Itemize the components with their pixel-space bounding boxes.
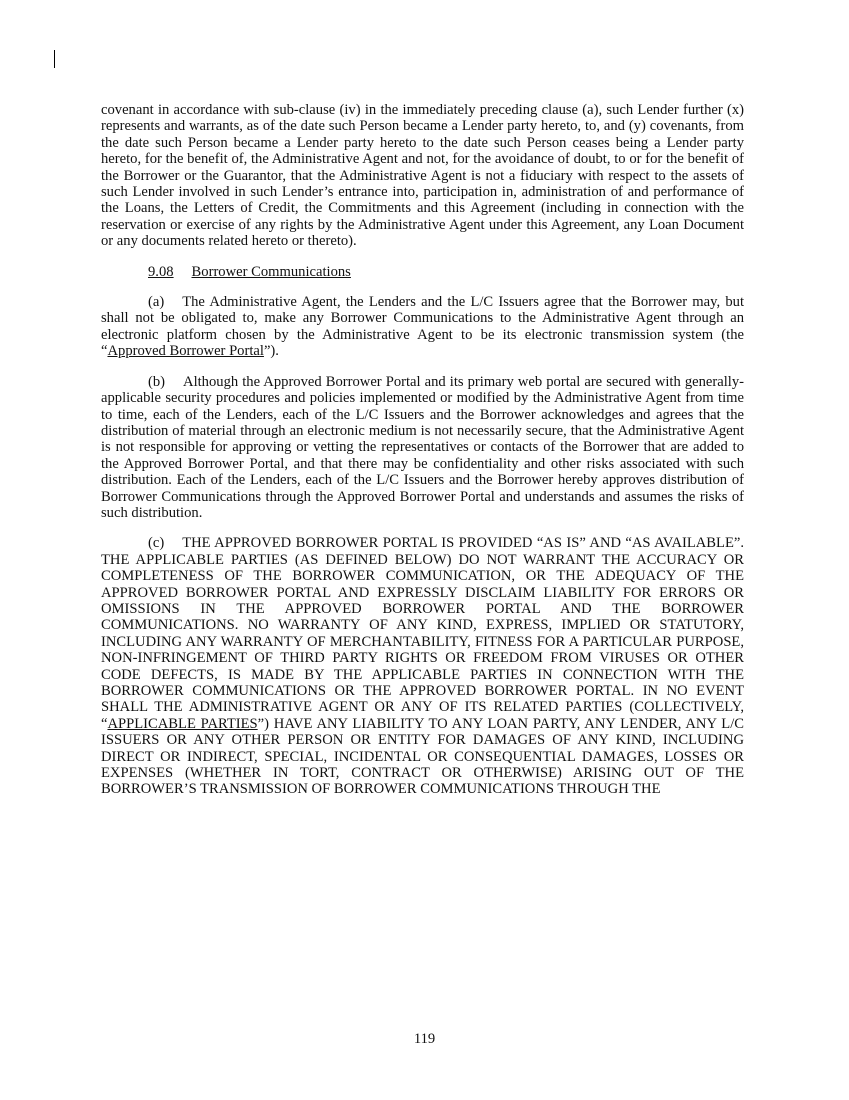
paragraph-b (101, 374, 744, 522)
page-number: 119 (413, 1031, 436, 1047)
revision-change-bar (54, 50, 55, 68)
paragraph-c-text-end: ”) HAVE ANY LIABILITY TO ANY LOAN PARTY, ANY LENDER, ANY L/C ISSUERS OR ANY OTHER PERSON OR ENTITY FOR DAMAGES OF ANY KIND, INCLUDING DIRECT OR INDIRECT, SPECIAL, INCIDENTAL OR CONSEQUENTIAL DAMAGES, LOSSES OR EXPENSES (WHETHER IN TORT, CONTRACT OR OTHERWISE) ARISING OUT OF THE BORROWER’S TRANSMISSION OF BORROWER COMMUNICATIONS THROUGH THE (101, 715, 744, 798)
paragraph-c (101, 535, 744, 798)
paragraph-a-text: The Administrative Agent, the Lenders and the L/C Issuers agree that the Borrower may, but shall not be obligated to, make any Borrower Communications to the Administrative Agent through an electronic platform chosen by the Administrative Agent to be its electronic transmission system (the “ (101, 294, 744, 360)
paragraph-a-label: (a) (148, 294, 165, 311)
defined-term-approved-borrower-portal: Approved Borrower Portal (107, 343, 264, 360)
paragraph-b-text: Although the Approved Borrower Portal and its primary web portal are secured with generally-applicable security procedures and policies implemented or modified by the Administrative Agent from time to time, each of the Lenders, each of the L/C Issuers and the Borrower acknowledges and agrees that the distribution of material through an electronic medium is not necessarily secure, that the Administrative Agent is not responsible for approving or vetting the representatives or contacts of the Borrower that are added to the Approved Borrower Portal, and that there may be confidentiality and other risks associated with such distribution. Each of the Lenders, each of the L/C Issuers and the Borrower hereby approves distribution of Borrower Communications through the Approved Borrower Portal and understands and assumes the risks of such distribution. (101, 373, 744, 521)
intro-paragraph: covenant in accordance with sub-clause (iv) in the immediately preceding clause (a), such Lender further (x) represents and warrants, as of the date such Person became a Lender party hereto, to, and (y) covenants, from the date such Person became a Lender party hereto to the date such Person ceases being a Lender party hereto, for the benefit of, the Administrative Agent and not, for the avoidance of doubt, to or for the benefit of the Borrower or the Guarantor, that the Administrative Agent is not a fiduciary with respect to the assets of such Lender involved in such Lender’s entrance into, participation in, administration of and performance of the Loans, the Letters of Credit, the Commitments and this Agreement (including in connection with the reservation or exercise of any rights by the Administrative Agent under this Agreement, any Loan Document or any documents related hereto or thereto). (101, 102, 744, 250)
section-title: Borrower Communications (191, 263, 351, 280)
paragraph-c-label: (c) (148, 535, 165, 552)
paragraph-a (101, 294, 744, 360)
section-number: 9.08 (148, 263, 174, 280)
page-body (101, 102, 744, 798)
defined-term-applicable-parties: APPLICABLE PARTIES (107, 715, 258, 732)
paragraph-a-text-end: ”). (263, 343, 279, 360)
paragraph-b-label: (b) (148, 373, 166, 390)
paragraph-c-text: THE APPROVED BORROWER PORTAL IS PROVIDED “AS IS” AND “AS AVAILABLE”. THE APPLICABLE PARTIES (AS DEFINED BELOW) DO NOT WARRANT THE ACCURACY OR COMPLETENESS OF THE BORROWER COMMUNICATION, OR THE ADEQUACY OF THE APPROVED BORROWER PORTAL AND EXPRESSLY DISCLAIM LIABILITY FOR ERRORS OR OMISSIONS IN THE APPROVED BORROWER PORTAL AND THE BORROWER COMMUNICATIONS. NO WARRANTY OF ANY KIND, EXPRESS, IMPLIED OR STATUTORY, INCLUDING ANY WARRANTY OF MERCHANTABILITY, FITNESS FOR A PARTICULAR PURPOSE, NON-INFRINGEMENT OF THIRD PARTY RIGHTS OR FREEDOM FROM VIRUSES OR OTHER CODE DEFECTS, IS MADE BY THE APPLICABLE PARTIES IN CONNECTION WITH THE BORROWER COMMUNICATIONS OR THE APPROVED BORROWER PORTAL. IN NO EVENT SHALL THE ADMINISTRATIVE AGENT OR ANY OF ITS RELATED PARTIES (COLLECTIVELY, “ (101, 535, 744, 732)
section-heading (101, 264, 744, 280)
